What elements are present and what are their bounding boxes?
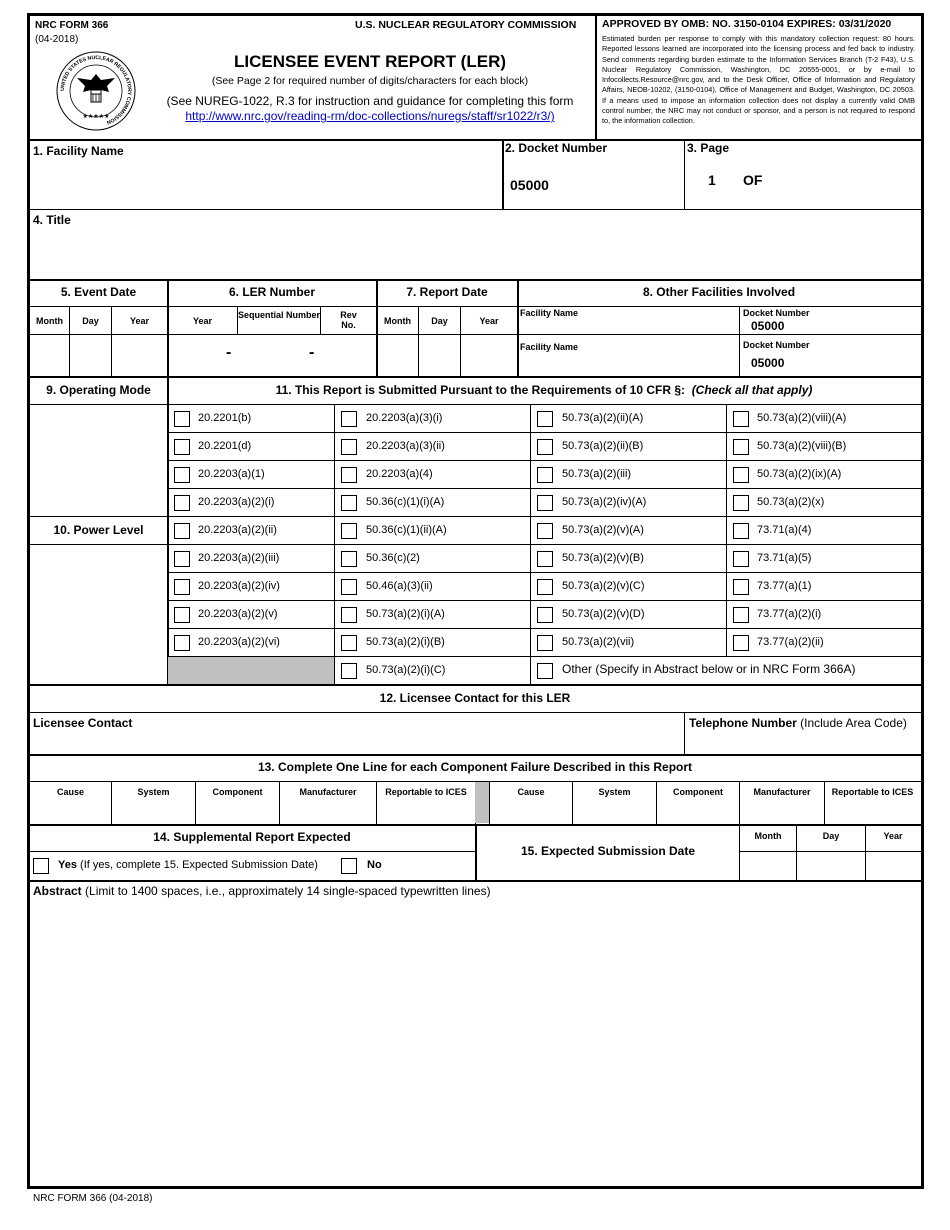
component-column-header: Reportable to ICES	[385, 787, 467, 797]
cfr-checkbox[interactable]	[341, 635, 357, 651]
cfr-checkbox[interactable]	[733, 411, 749, 427]
component-column-header: System	[598, 787, 631, 797]
component-column-header: Reportable to ICES	[831, 787, 914, 797]
component-column-header: Manufacturer	[753, 787, 811, 797]
cfr-option-label: 50.73(a)(2)(i)(B)	[366, 636, 445, 648]
cfr-checkbox[interactable]	[341, 495, 357, 511]
event-year-label: Year	[129, 316, 150, 326]
page-of-label: OF	[743, 172, 763, 188]
report-year-label: Year	[479, 316, 499, 326]
telephone-field[interactable]	[686, 732, 920, 754]
facility-name-label: 1. Facility Name	[33, 144, 124, 158]
cfr-checkbox[interactable]	[174, 523, 190, 539]
report-month-label: Month	[384, 316, 411, 326]
cfr-checkbox[interactable]	[341, 607, 357, 623]
title-label: 4. Title	[33, 213, 71, 227]
component-column-header: Cause	[56, 787, 84, 797]
other-facilities-label: 8. Other Facilities Involved	[642, 285, 796, 299]
cfr-checkbox[interactable]	[733, 495, 749, 511]
shaded-divider	[475, 782, 489, 823]
ler-dash-1: -	[226, 344, 232, 361]
cfr-checkbox[interactable]	[174, 551, 190, 567]
abstract-field[interactable]	[30, 902, 920, 1186]
form-revision: (04-2018)	[35, 34, 79, 45]
cfr-option-label: 50.73(a)(2)(vii)	[562, 636, 635, 648]
cfr-checkbox[interactable]	[537, 551, 553, 567]
cfr-checkbox[interactable]	[733, 551, 749, 567]
abstract-label: Abstract (Limit to 1400 spaces, i.e., approximately 14 single-spaced typewritten lines)	[33, 884, 491, 898]
cfr-checkbox[interactable]	[341, 467, 357, 483]
power-level-field[interactable]	[30, 545, 167, 683]
cfr-option-label: 20.2203(a)(2)(iv)	[198, 580, 280, 592]
cfr-option-label: 50.73(a)(2)(i)(A)	[366, 608, 445, 620]
telephone-label: Telephone Number (Include Area Code)	[689, 716, 907, 730]
cfr-checkbox[interactable]	[733, 523, 749, 539]
licensee-contact-field[interactable]	[30, 732, 682, 754]
guidance-text: (See NUREG-1022, R.3 for instruction and guidance for completing this form	[166, 94, 574, 108]
cfr-option-label: 20.2203(a)(2)(vi)	[198, 636, 280, 648]
shaded-cell	[168, 657, 334, 684]
power-level-label: 10. Power Level	[53, 523, 144, 537]
cfr-checkbox[interactable]	[537, 495, 553, 511]
cfr-option-label: 50.73(a)(2)(v)(B)	[562, 552, 644, 564]
docket-number-value[interactable]: 05000	[510, 177, 549, 193]
cfr-checkbox[interactable]	[341, 523, 357, 539]
component-column-header: Component	[673, 787, 723, 797]
omb-approval: APPROVED BY OMB: NO. 3150-0104 EXPIRES: 03/31/2020	[602, 18, 892, 30]
cfr-option-label: 73.71(a)(5)	[757, 552, 812, 564]
form-id: NRC FORM 366	[35, 20, 109, 31]
other-docket-value-1[interactable]: 05000	[751, 319, 785, 333]
cfr-option-label: 50.36(c)(2)	[366, 552, 420, 564]
yes-checkbox[interactable]	[33, 858, 49, 874]
report-day-label: Day	[431, 316, 448, 326]
cfr-option-label: 20.2203(a)(1)	[198, 468, 265, 480]
component-failure-title: 13. Complete One Line for each Component Failure Described in this Report	[257, 760, 693, 774]
component-column-header: Cause	[517, 787, 545, 797]
title-field[interactable]	[30, 230, 920, 278]
report-date-label: 7. Report Date	[406, 285, 488, 299]
cfr-option-label: 50.46(a)(3)(ii)	[366, 580, 433, 592]
cfr-option-label: 20.2201(d)	[198, 440, 252, 452]
agency-name: U.S. NUCLEAR REGULATORY COMMISSION	[355, 19, 577, 31]
cfr-option-label: 50.73(a)(2)(v)(C)	[562, 580, 645, 592]
form-subtitle: (See Page 2 for required number of digits/characters for each block)	[211, 75, 529, 87]
expected-submission-title: 15. Expected Submission Date	[520, 844, 696, 858]
cfr-option-label: 50.73(a)(2)(x)	[757, 496, 825, 508]
cfr-option-label: 73.77(a)(2)(ii)	[757, 636, 824, 648]
ler-number-label: 6. LER Number	[228, 285, 315, 299]
other-facility-name-label: Facility Name	[520, 308, 579, 318]
cfr-option-label: 73.71(a)(4)	[757, 524, 812, 536]
operating-mode-field[interactable]	[30, 404, 167, 514]
event-date-label: 5. Event Date	[60, 285, 137, 299]
cfr-option-label: 50.73(a)(2)(ii)(A)	[562, 412, 644, 424]
submission-day-label: Day	[822, 831, 840, 841]
cfr-checkbox[interactable]	[537, 635, 553, 651]
cfr-checkbox[interactable]	[341, 551, 357, 567]
cfr-option-label: 73.77(a)(2)(i)	[757, 608, 822, 620]
cfr-option-label: 50.36(c)(1)(i)(A)	[366, 496, 445, 508]
cfr-option-label: 73.77(a)(1)	[757, 580, 812, 592]
cfr-option-label: 20.2203(a)(2)(i)	[198, 496, 275, 508]
component-column-header: Manufacturer	[299, 787, 357, 797]
supplemental-report-title: 14. Supplemental Report Expected	[153, 830, 351, 844]
sequential-number-label: Sequential Number	[238, 310, 321, 320]
cfr-checkbox[interactable]	[537, 467, 553, 483]
cfr-checkbox[interactable]	[174, 439, 190, 455]
other-option-label: Other (Specify in Abstract below or in NRC Form 366A)	[562, 662, 856, 676]
cfr-option-label: 50.73(a)(2)(v)(A)	[562, 524, 644, 536]
cfr-checkbox[interactable]	[733, 467, 749, 483]
cfr-option-label: 50.73(a)(2)(iii)	[562, 468, 632, 480]
cfr-option-label: 50.73(a)(2)(viii)(A)	[757, 412, 847, 424]
cfr-option-label: 20.2203(a)(4)	[366, 468, 433, 480]
cfr-checkbox[interactable]	[174, 635, 190, 651]
other-docket-value-2[interactable]: 05000	[751, 356, 785, 370]
cfr-checkbox[interactable]	[537, 607, 553, 623]
cfr-option-label: 20.2203(a)(2)(iii)	[198, 552, 280, 564]
submission-year-field[interactable]	[866, 853, 920, 879]
submission-month-label: Month	[754, 831, 782, 841]
submission-month-field[interactable]	[740, 853, 796, 879]
cfr-option-label: 20.2203(a)(2)(v)	[198, 608, 278, 620]
rev-number-label: Rev No.	[340, 310, 357, 330]
submission-day-field[interactable]	[797, 853, 865, 879]
cfr-checkbox[interactable]	[174, 579, 190, 595]
ler-dash-2: -	[309, 344, 315, 361]
yes-label: Yes (If yes, complete 15. Expected Submission Date)	[58, 859, 318, 871]
no-checkbox[interactable]	[341, 858, 357, 874]
cfr-option-label: 20.2203(a)(2)(ii)	[198, 524, 277, 536]
cfr-option-label: 50.73(a)(2)(iv)(A)	[562, 496, 647, 508]
cfr-checkbox[interactable]	[733, 579, 749, 595]
cfr-checkbox[interactable]	[174, 495, 190, 511]
facility-name-field[interactable]	[30, 160, 500, 208]
svg-text:★★★★★: ★★★★★	[82, 114, 110, 120]
cfr-checkbox[interactable]	[174, 411, 190, 427]
event-day-label: Day	[82, 316, 99, 326]
cfr-checkbox[interactable]	[341, 663, 357, 679]
cfr-checkbox[interactable]	[537, 411, 553, 427]
cfr-checkbox[interactable]	[174, 607, 190, 623]
page-label: 3. Page	[687, 141, 730, 155]
no-label: No	[367, 859, 382, 871]
licensee-contact-title: 12. Licensee Contact for this LER	[379, 691, 571, 705]
cfr-option-label: 50.36(c)(1)(ii)(A)	[366, 524, 447, 536]
docket-number-label: 2. Docket Number	[505, 141, 608, 155]
cfr-checkbox[interactable]	[733, 439, 749, 455]
burden-statement: Estimated burden per response to comply with this mandatory collection request: 80 hours. Reported lessons learned are incorporated into the licensing process and fed back to industry. Send comments regarding burden estimate to the Information Services Branch (T-2 F43), U.S. Nuclear Regulatory Commission, Washington, DC 20555-0001, or by e-mail to Infocollects.Resource@nrc.gov, and to the Desk Officer, Office of Information and Regulatory Affairs, NEOB-10202, (3150-0104), Office of Management and Budget, Washington, DC 20503. If a means used to impose an information collection does not display a currently valid OMB control number, the NRC may not conduct or sponsor, and a person is not required to respond to, the information collection.	[602, 34, 915, 126]
cfr-option-label: 50.73(a)(2)(v)(D)	[562, 608, 645, 620]
component-column-header: Component	[212, 787, 263, 797]
form-title: LICENSEE EVENT REPORT (LER)	[233, 52, 507, 71]
cfr-option-label: 20.2203(a)(3)(i)	[366, 412, 443, 424]
other-checkbox[interactable]	[537, 663, 553, 679]
cfr-checkbox[interactable]	[341, 411, 357, 427]
page-number[interactable]: 1	[708, 172, 716, 188]
guidance-link[interactable]: http://www.nrc.gov/reading-rm/doc-collections/nuregs/staff/sr1022/r3/)	[185, 109, 555, 123]
cfr-checkbox[interactable]	[733, 607, 749, 623]
submission-year-label: Year	[883, 831, 903, 841]
other-docket-label: Docket Number	[743, 308, 810, 318]
cfr-checkbox[interactable]	[174, 467, 190, 483]
cfr-checkbox[interactable]	[341, 439, 357, 455]
cfr-checkbox[interactable]	[537, 439, 553, 455]
cfr-requirements-title: 11. This Report is Submitted Pursuant to the Requirements of 10 CFR §: (Check all that apply)	[275, 383, 813, 397]
cfr-option-label: 50.73(a)(2)(ii)(B)	[562, 440, 644, 452]
cfr-option-label: 20.2201(b)	[198, 412, 252, 424]
other-facility-name-label-2: Facility Name	[520, 342, 579, 352]
event-month-label: Month	[36, 316, 63, 326]
cfr-option-label: 50.73(a)(2)(i)(C)	[366, 664, 446, 676]
operating-mode-label: 9. Operating Mode	[46, 383, 151, 397]
cfr-option-label: 20.2203(a)(3)(ii)	[366, 440, 445, 452]
cfr-option-label: 50.73(a)(2)(viii)(B)	[757, 440, 847, 452]
svg-text:UNITED STATES NUCLEAR REGULATO: UNITED STATES NUCLEAR REGULATORY COMMISSION	[59, 54, 133, 126]
footer-form-id: NRC FORM 366 (04-2018)	[33, 1193, 153, 1204]
cfr-checkbox[interactable]	[537, 579, 553, 595]
cfr-option-label: 50.73(a)(2)(ix)(A)	[757, 468, 842, 480]
licensee-contact-label: Licensee Contact	[33, 716, 133, 730]
component-column-header: System	[137, 787, 170, 797]
other-docket-label-2: Docket Number	[743, 340, 810, 350]
cfr-checkbox[interactable]	[733, 635, 749, 651]
nrc-seal	[55, 50, 137, 132]
cfr-checkbox[interactable]	[537, 523, 553, 539]
ler-year-label: Year	[192, 316, 213, 326]
cfr-checkbox[interactable]	[341, 579, 357, 595]
